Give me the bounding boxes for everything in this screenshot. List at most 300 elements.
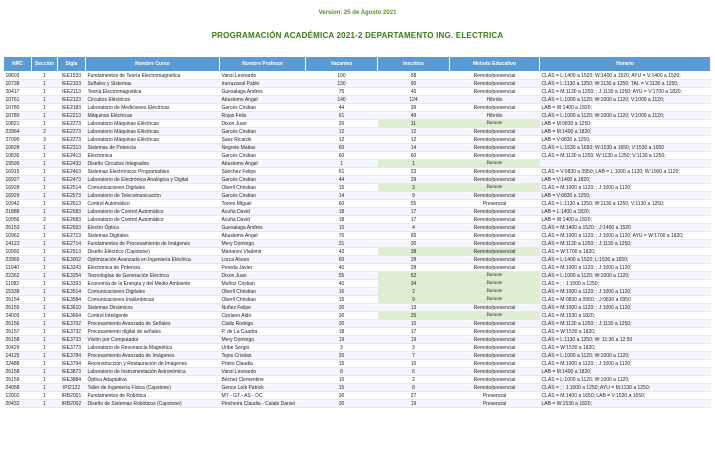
cell-horario: CLAS = ; ; J:1000 a 1250; AYU = M:1130 a 1250; [540, 384, 711, 392]
cell-nombre-curso: Procesamiento Avanzado de Señales [86, 320, 220, 328]
cell-nrc: 10956 [4, 216, 32, 224]
cell-nrc: 16929 [4, 192, 32, 200]
table-row [4, 208, 711, 216]
cell-inscritos: 90 [378, 80, 450, 88]
cell-nombre-profesor: Gence Loïk Patrick [220, 384, 306, 392]
cell-vacantes: 12 [306, 128, 378, 136]
cell-metodo: Remoto/presencial [450, 216, 540, 224]
cell-horario: CLAS = W:1530 a 1820; [540, 344, 711, 352]
cell-sigla: IEE3002 [58, 256, 86, 264]
cell-nombre-curso: Laboratorio Máquinas Eléctricas [86, 120, 220, 128]
cell-seccion: 1 [32, 144, 58, 152]
cell-horario: CLAS = L:1000 a 1120; W:1000 a 1120; [540, 352, 711, 360]
table-row [4, 248, 711, 256]
cell-vacantes: 40 [306, 280, 378, 288]
cell-nrc: 23965 [4, 256, 32, 264]
cell-sigla: IEE3664 [58, 312, 86, 320]
cell-nombre-curso: Laboratorio de Telecomunicación [86, 192, 220, 200]
cell-vacantes: 31 [306, 240, 378, 248]
table-row [4, 104, 711, 112]
cell-inscritos: 45 [378, 88, 450, 96]
cell-sigla: IEE3393 [58, 280, 86, 288]
cell-nombre-profesor: Negrete Matias [220, 144, 306, 152]
cell-nombre-curso: Teoría Electromagnética [86, 88, 220, 96]
cell-inscritos: 4 [378, 224, 450, 232]
table-row [4, 112, 711, 120]
cell-nombre-curso: Máquinas Eléctricas [86, 112, 220, 120]
cell-vacantes: 10 [306, 224, 378, 232]
cell-sigla: IEE3514 [58, 288, 86, 296]
cell-sigla: IEE2683 [58, 216, 86, 224]
cell-nombre-profesor: Marianov Vladimir [220, 248, 306, 256]
cell-inscritos: 60 [378, 152, 450, 160]
cell-seccion: 1 [32, 344, 58, 352]
cell-nombre-curso: Electrónica [86, 152, 220, 160]
cell-nombre-curso: Laboratorio de Instrumentación Astronómica [86, 368, 220, 376]
cell-inscritos: 25 [378, 312, 450, 320]
cell-sigla: IEE2113 [58, 88, 86, 96]
cell-nombre-curso: Sistemas Dinámicos [86, 304, 220, 312]
cell-metodo: Presencial [450, 200, 540, 208]
cell-nombre-profesor: Torres Miguel [220, 200, 306, 208]
cell-nombre-curso: Control Inteligente [86, 312, 220, 320]
cell-inscritos: 17 [378, 208, 450, 216]
cell-seccion: 1 [32, 272, 58, 280]
cell-vacantes: 18 [306, 328, 378, 336]
cell-horario: CLAS = M:1000 a 1120; ; J:1000 a 1120; AYU = W:1700 a 1820; [540, 232, 711, 240]
cell-nrc: 11083 [4, 280, 32, 288]
cell-sigla: IEE2463 [58, 168, 86, 176]
cell-horario: CLAS = L:1530 a 1650; W:1530 a 1650; V:1530 a 1650 [540, 144, 711, 152]
cell-inscritos: 1 [378, 160, 450, 168]
cell-seccion: 1 [32, 152, 58, 160]
cell-seccion: 1 [32, 184, 58, 192]
cell-nombre-curso: Diseño Circuitos Integrados [86, 160, 220, 168]
cell-nrc: 16928 [4, 184, 32, 192]
cell-seccion: 1 [32, 392, 58, 400]
cell-metodo: Remoto/presencial [450, 80, 540, 88]
cell-inscritos: 55 [378, 200, 450, 208]
table-row [4, 312, 711, 320]
cell-inscritos: 12 [378, 128, 450, 136]
cell-metodo: Remoto/presencial [450, 168, 540, 176]
cell-seccion: 1 [32, 264, 58, 272]
table-row [4, 136, 711, 144]
cell-metodo: Remoto/presencial [450, 384, 540, 392]
cell-horario: LAB = M:0830 a 1250; [540, 120, 711, 128]
cell-nrc: 10962 [4, 232, 32, 240]
table-row [4, 288, 711, 296]
col-header-metodo: Metodo Educativo [450, 57, 540, 72]
cell-vacantes: 140 [306, 96, 378, 104]
cell-seccion: 1 [32, 312, 58, 320]
cell-vacantes: 60 [306, 152, 378, 160]
cell-inscritos: 17 [378, 328, 450, 336]
cell-inscritos: 124 [378, 96, 450, 104]
cell-inscritos: 11 [378, 120, 450, 128]
table-row [4, 376, 711, 384]
cell-inscritos: 19 [378, 400, 450, 408]
cell-nombre-curso: Laboratorio Máquinas Eléctricas [86, 128, 220, 136]
cell-vacantes: 14 [306, 192, 378, 200]
cell-inscritos: 58 [378, 72, 450, 80]
cell-sigla: IEE3873 [58, 368, 86, 376]
cell-metodo: Remoto/presencial [450, 72, 540, 80]
cell-sigla: IEE2103 [58, 80, 86, 88]
cell-sigla: IEE2273 [58, 136, 86, 144]
cell-metodo: Remoto/presencial [450, 360, 540, 368]
cell-seccion: 1 [32, 328, 58, 336]
table-row [4, 120, 711, 128]
cell-nombre-profesor: Garcés Cristian [220, 192, 306, 200]
cell-inscritos: 12 [378, 136, 450, 144]
cell-sigla: IEE3794 [58, 360, 86, 368]
cell-nombre-curso: Laboratorio de Control Automático [86, 208, 220, 216]
cell-horario: LAB = W:1400 a 1820; [540, 104, 711, 112]
cell-seccion: 1 [32, 320, 58, 328]
cell-nrc: 10942 [4, 200, 32, 208]
cell-nombre-curso: Procesamiento Avanzado de Imágenes [86, 352, 220, 360]
cell-seccion: 1 [32, 256, 58, 264]
cell-vacantes: 19 [306, 336, 378, 344]
cell-inscritos: 38 [378, 248, 450, 256]
cell-nrc: 18603 [4, 72, 32, 80]
cell-inscritos: 2 [378, 288, 450, 296]
cell-metodo: Remoto/presencial [450, 248, 540, 256]
cell-seccion: 1 [32, 224, 58, 232]
cell-horario: CLAS = L:1000 a 1120; W:1000 a 1120; V:1000 a 1120; [540, 96, 711, 104]
cell-nombre-profesor: Rojas Felix [220, 112, 306, 120]
cell-seccion: 1 [32, 240, 58, 248]
cell-vacantes: 100 [306, 72, 378, 80]
cell-nrc: 10992 [4, 248, 32, 256]
cell-nombre-profesor: Abusleme Angel [220, 232, 306, 240]
cell-nombre-profesor: Béchet Clementine [220, 376, 306, 384]
cell-seccion: 1 [32, 120, 58, 128]
cell-nombre-profesor: Prieto Claudia [220, 360, 306, 368]
cell-vacantes: 60 [306, 256, 378, 264]
cell-nrc: 27090 [4, 136, 32, 144]
cell-nombre-curso: Comunicaciones Digitales [86, 184, 220, 192]
cell-metodo: Remote [450, 160, 540, 168]
cell-horario: LAB = W:1400 a 1820; [540, 216, 711, 224]
cell-sigla: IEE3732 [58, 328, 86, 336]
cell-nombre-profesor: Nuñez Felipe [220, 304, 306, 312]
cell-seccion: 1 [32, 336, 58, 344]
cell-metodo: Remoto/presencial [450, 352, 540, 360]
table-row [4, 224, 711, 232]
cell-nombre-curso: Tecnologías de Generación Eléctrica [86, 272, 220, 280]
table-row [4, 280, 711, 288]
cell-seccion: 1 [32, 376, 58, 384]
cell-nombre-profesor: Garcés Cristian [220, 176, 306, 184]
table-row [4, 80, 711, 88]
cell-nrc: 26157 [4, 328, 32, 336]
cell-inscritos: 10 [378, 320, 450, 328]
cell-nombre-curso: Sistemas Electrónicos Programables [86, 168, 220, 176]
cell-nrc: 22488 [4, 360, 32, 368]
table-row [4, 184, 711, 192]
cell-nombre-curso: Diseño de Sistemas Robóticos (Capstone) [86, 400, 220, 408]
cell-seccion: 1 [32, 168, 58, 176]
cell-horario: LAB = M:1400 a 1820; [540, 368, 711, 376]
cell-nombre-curso: Visión por Computador [86, 336, 220, 344]
cell-inscritos: 6 [378, 368, 450, 376]
cell-vacantes: 8 [306, 368, 378, 376]
cell-sigla: IEE2613 [58, 200, 86, 208]
cell-sigla: IEE2913 [58, 248, 86, 256]
cell-nombre-profesor: Tejos Cristian [220, 352, 306, 360]
cell-nombre-profesor: Cipriano Aldo [220, 312, 306, 320]
cell-metodo: Remoto/presencial [450, 104, 540, 112]
cell-sigla: IEE3610 [58, 304, 86, 312]
version-text: Version: 25 de Agosto 2021 [318, 10, 397, 16]
cell-vacantes: 15 [306, 184, 378, 192]
cell-vacantes: 30 [306, 312, 378, 320]
cell-nombre-profesor: Vanzi Leonardo [220, 368, 306, 376]
cell-horario: CLAS = W:1700 a 1820; [540, 248, 711, 256]
cell-nombre-curso: Diseño Eléctrico (Capstone) [86, 248, 220, 256]
cell-metodo: Remoto/presencial [450, 264, 540, 272]
cell-nombre-curso: Señales y Sistemas [86, 80, 220, 88]
table-row [4, 272, 711, 280]
cell-sigla: IEE2473 [58, 176, 86, 184]
table-row [4, 160, 711, 168]
cell-seccion: 1 [32, 80, 58, 88]
cell-nombre-curso: Fundamentos de Teoría Electromagnética [86, 72, 220, 80]
cell-horario: LAB = V:1400 a 1820; [540, 176, 711, 184]
table-row [4, 192, 711, 200]
cell-vacantes: 20 [306, 352, 378, 360]
cell-metodo: Presencial [450, 392, 540, 400]
cell-nrc: 10761 [4, 96, 32, 104]
cell-nrc: 20432 [4, 400, 32, 408]
cell-metodo: Remoto/presencial [450, 136, 540, 144]
cell-metodo: Remoto/presencial [450, 128, 540, 136]
cell-seccion: 1 [32, 112, 58, 120]
cell-nombre-curso: Laboratorio de Resonancia Magnética [86, 344, 220, 352]
page-title: PROGRAMACIÓN ACADÉMICA 2021-2 DEPARTAMENTO ING. ELECTRICA [211, 31, 504, 40]
cell-inscritos: 65 [378, 232, 450, 240]
cell-seccion: 1 [32, 192, 58, 200]
cell-nombre-profesor: Acuña David [220, 208, 306, 216]
cell-nombre-curso: Economía de la Energía y del Medio Ambiente [86, 280, 220, 288]
cell-inscritos: 52 [378, 272, 450, 280]
cell-seccion: 2 [32, 216, 58, 224]
col-header-inscritos: Inscritos [378, 57, 450, 72]
cell-horario: CLAS = L:1130 a 1250; W:1130 a 1250; TAL = V:1130 a 1250; [540, 80, 711, 88]
cell-inscritos: 19 [378, 336, 450, 344]
cell-metodo: Remoto/presencial [450, 344, 540, 352]
cell-seccion: 1 [32, 96, 58, 104]
cell-inscritos: 49 [378, 112, 450, 120]
cell-nombre-profesor: Cádiz Rodrigo [220, 320, 306, 328]
table-row [4, 320, 711, 328]
cell-nombre-profesor: Dixon Juan [220, 120, 306, 128]
cell-vacantes: 1 [306, 160, 378, 168]
cell-nombre-profesor: Garcés Cristian [220, 152, 306, 160]
cell-vacantes: 55 [306, 272, 378, 280]
cell-nombre-curso: Circuitos Eléctricos [86, 96, 220, 104]
cell-sigla: IEE2713 [58, 232, 86, 240]
cell-horario: CLAS = W:1530 a 1820; [540, 328, 711, 336]
cell-horario: CLAS = L:1000 a 1120; W:1000 a 1120; V:1000 a 1120; [540, 112, 711, 120]
cell-inscritos: 9 [378, 192, 450, 200]
cell-nombre-profesor: Garcés Cristian [220, 104, 306, 112]
table-row [4, 296, 711, 304]
cell-inscritos: 27 [378, 392, 450, 400]
cell-seccion: 1 [32, 352, 58, 360]
cell-metodo: Remoto/presencial [450, 192, 540, 200]
cell-nombre-profesor: Vanzi Leonardo [220, 72, 306, 80]
cell-metodo: Remoto/presencial [450, 376, 540, 384]
cell-metodo: Remote [450, 312, 540, 320]
cell-sigla: IEE2433 [58, 160, 86, 168]
cell-sigla: IEE2273 [58, 128, 86, 136]
cell-nrc: 14123 [4, 240, 32, 248]
cell-inscritos: 14 [378, 144, 450, 152]
table-row [4, 360, 711, 368]
table-row [4, 264, 711, 272]
col-header-seccion: Sección [32, 57, 58, 72]
cell-inscritos: 17 [378, 216, 450, 224]
col-header-sigla: Sigla [58, 57, 86, 72]
cell-horario: CLAS = M:1130 a 1250; ; J:1130 a 1250; AYU = V:1700 a 1820; [540, 88, 711, 96]
cell-nrc: 16927 [4, 176, 32, 184]
cell-horario [540, 160, 711, 168]
cell-sigla: IEE2683 [58, 208, 86, 216]
cell-seccion: 1 [32, 248, 58, 256]
cell-horario: LAB = V:0830 a 1250; [540, 136, 711, 144]
cell-sigla: IEE2714 [58, 240, 86, 248]
cell-nombre-profesor: Sánchez Felipe [220, 168, 306, 176]
cell-metodo: Remote [450, 280, 540, 288]
cell-vacantes: 60 [306, 200, 378, 208]
table-header-row [4, 57, 711, 72]
cell-horario: CLAS = M:1130 a 1250; W:1130 a 1250; V:1130 a 1250; [540, 152, 711, 160]
cell-nombre-curso: Optimización Avanzada en Ingeniería Eléctrica [86, 256, 220, 264]
cell-vacantes: 70 [306, 232, 378, 240]
cell-vacantes: 10 [306, 376, 378, 384]
cell-nombre-curso: Procesamiento digital de señales [86, 328, 220, 336]
cell-horario: LAB = M:1400 a 1820; [540, 128, 711, 136]
table-row [4, 368, 711, 376]
cell-horario: CLAS = M:1530 a 1820; [540, 312, 711, 320]
cell-nombre-profesor: Acuña David [220, 216, 306, 224]
cell-metodo: Remoto/presencial [450, 152, 540, 160]
table-row [4, 152, 711, 160]
cell-nombre-profesor: Pereda Javier [220, 264, 306, 272]
cell-sigla: IEE3584 [58, 296, 86, 304]
cell-seccion: 1 [32, 176, 58, 184]
table-row [4, 352, 711, 360]
table-row [4, 96, 711, 104]
cell-nombre-profesor: Guesalaga Andres [220, 88, 306, 96]
table-row [4, 256, 711, 264]
cell-horario: CLAS = M:1130 a 1250; ; J:1130 a 1250; [540, 240, 711, 248]
cell-seccion: 1 [32, 304, 58, 312]
cell-vacantes: 16 [306, 288, 378, 296]
cell-vacantes: 30 [306, 304, 378, 312]
cell-vacantes: 30 [306, 400, 378, 408]
cell-metodo: Hibrido [450, 96, 540, 104]
cell-nombre-profesor: Oberli Christian [220, 288, 306, 296]
cell-inscritos: 39 [378, 104, 450, 112]
cell-seccion: 1 [32, 208, 58, 216]
cell-vacantes: 20 [306, 120, 378, 128]
cell-seccion: 1 [32, 232, 58, 240]
cell-nombre-curso: Sistemas de Potencia [86, 144, 220, 152]
cell-inscritos: 13 [378, 304, 450, 312]
cell-horario: CLAS = M:1000 a 1120; ; J:1000 a 1120; [540, 288, 711, 296]
col-header-nombre-profesor: Nombre Profesor [220, 57, 306, 72]
cell-nombre-profesor: Dixon Juan [220, 272, 306, 280]
cell-sigla: IEE2573 [58, 192, 86, 200]
cell-inscritos: 2 [378, 376, 450, 384]
cell-metodo: Presencial [450, 400, 540, 408]
table-row [4, 304, 711, 312]
table-row [4, 200, 711, 208]
cell-sigla: IEE3702 [58, 320, 86, 328]
cell-horario: CLAS = V:0830 a 0950; LAB = L:1000 a 1120; W:1000 a 1120; [540, 168, 711, 176]
cell-nrc: 10835 [4, 152, 32, 160]
cell-nombre-profesor: Guesalaga Andres [220, 224, 306, 232]
cell-vacantes: 40 [306, 264, 378, 272]
cell-nombre-profesor: Mery Domingo [220, 336, 306, 344]
cell-nombre-profesor: MT - GT - AS - DC [220, 392, 306, 400]
cell-nombre-profesor: Oberli Christian [220, 296, 306, 304]
cell-metodo: Remoto/presencial [450, 256, 540, 264]
cell-vacantes: 130 [306, 80, 378, 88]
cell-metodo: Remoto/presencial [450, 88, 540, 96]
cell-seccion: 1 [32, 368, 58, 376]
cell-nrc: 26153 [4, 224, 32, 232]
cell-seccion: 1 [32, 288, 58, 296]
cell-nombre-curso: Sistemas Digitales [86, 232, 220, 240]
cell-vacantes: 3 [306, 344, 378, 352]
cell-vacantes: 12 [306, 136, 378, 144]
cell-nrc: 26154 [4, 296, 32, 304]
cell-nrc: 26159 [4, 376, 32, 384]
cell-nombre-profesor: Muñoz Cristian [220, 280, 306, 288]
table-row [4, 144, 711, 152]
cell-nombre-curso: Laboratorio de Electrónica Analógica y Digital [86, 176, 220, 184]
cell-nrc: 20417 [4, 88, 32, 96]
cell-vacantes: 30 [306, 320, 378, 328]
cell-metodo: Remote [450, 120, 540, 128]
cell-nombre-curso: Óptica Adaptativa [86, 376, 220, 384]
cell-metodo: Remote [450, 272, 540, 280]
cell-inscritos: 7 [378, 352, 450, 360]
cell-horario: LAB = V:0830 a 1250; [540, 192, 711, 200]
cell-seccion: 1 [32, 160, 58, 168]
cell-vacantes: 18 [306, 208, 378, 216]
table-body [4, 72, 711, 408]
cell-sigla: IEE3784 [58, 352, 86, 360]
cell-seccion: 1 [32, 200, 58, 208]
cell-seccion: 1 [32, 72, 58, 80]
cell-nombre-curso: Reconstrucción y Restauración de Imágenes [86, 360, 220, 368]
cell-nrc: 16915 [4, 168, 32, 176]
cell-sigla: IEE3773 [58, 344, 86, 352]
cell-horario: CLAS = M:1000 a 1120; ; J:1000 a 1120; [540, 360, 711, 368]
cell-nombre-profesor: Abusleme Angel [220, 160, 306, 168]
cell-nombre-curso: Comunicaciones Digitales [86, 288, 220, 296]
cell-horario: CLAS = L:1000 a 1120; W:1000 a 1120; [540, 272, 711, 280]
cell-inscritos: 29 [378, 176, 450, 184]
cell-nrc: 26158 [4, 336, 32, 344]
cell-horario: CLAS = L:1000 a 1120; W:1000 a 1120; [540, 376, 711, 384]
